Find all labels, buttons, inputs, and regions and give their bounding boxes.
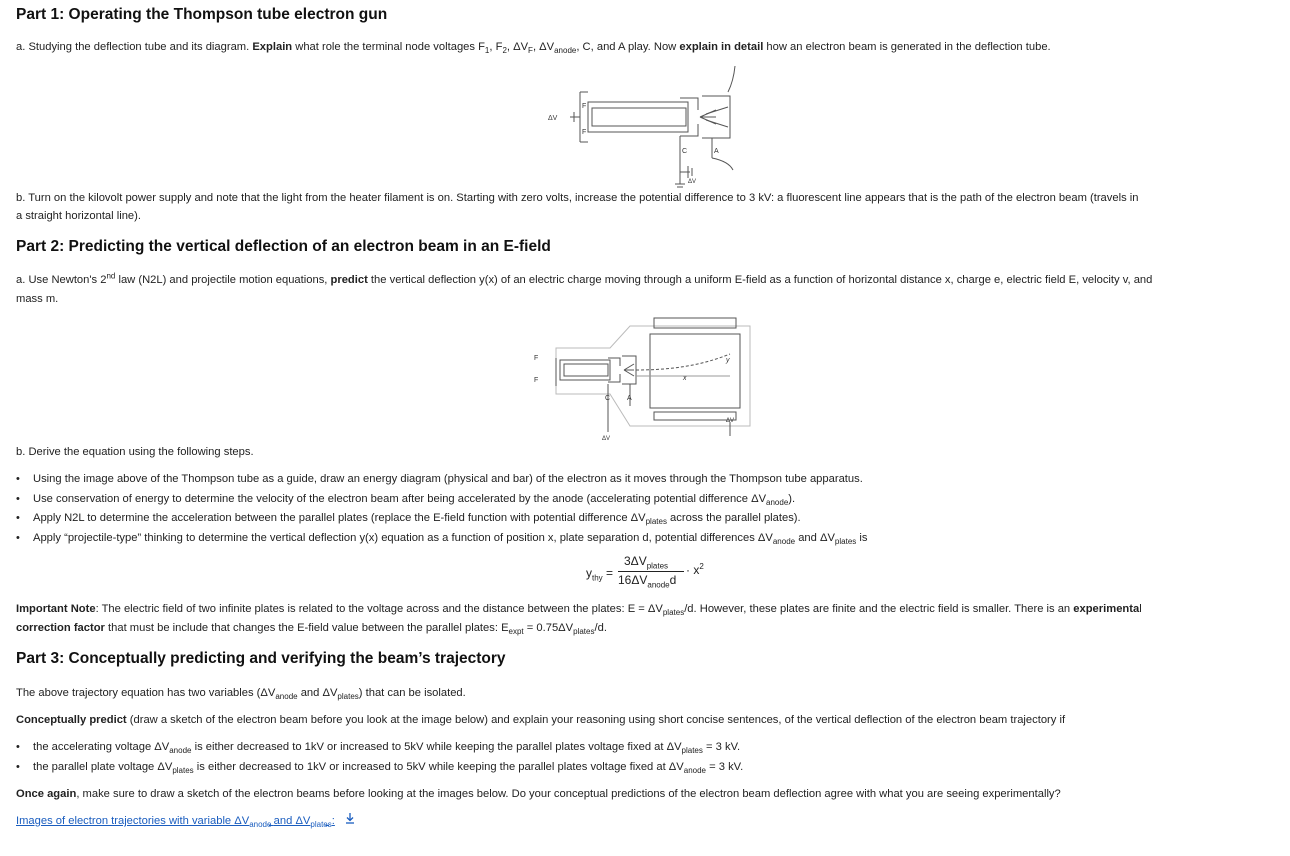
- deflection-equation: $y_{thy}$ = $3\Delta V_{plates}$ $16\Delta V_{anode}d$ · $x^2$: [586, 554, 704, 590]
- label2-dvplates: ΔV: [726, 418, 735, 424]
- part2-bullet-2: • Use conservation of energy to determine the velocity of the electron beam after being accelerated by the anode (accelerating potential difference $\Delta V_{anode}$).: [16, 493, 796, 508]
- label2-c: C: [605, 395, 611, 402]
- label2-a: A: [627, 395, 632, 402]
- label2-y: y: [726, 357, 730, 364]
- part3-title: Part 3: Conceptually predicting and verifying the beam’s trajectory: [16, 650, 506, 667]
- part2-a-line1: a. Use Newton's 2nd law (N2L) and projectile motion equations, predict the vertical deflection y(x) of an electric charge moving through a uniform E-field as a function of horizontal distance x, charge e, electric field E, velocity v, and: [16, 271, 1153, 286]
- part3-intro: The above trajectory equation has two variables ($\Delta V_{anode}$ and $\Delta V_{plates}$) that can be isolated.: [16, 687, 466, 702]
- label2-f2: F: [534, 377, 539, 384]
- label-dvanode: ΔV: [688, 179, 697, 185]
- electron-gun-diagram: [540, 62, 800, 190]
- part2-a-line2: mass m.: [16, 293, 59, 305]
- part1-b-line2: a straight horizontal line).: [16, 210, 141, 222]
- part1-b-line1: b. Turn on the kilovolt power supply and note that the light from the heater filament is on. Starting with zero volts, increase the potential difference to 3 kV: a fluorescent line appears that is the path of the electron beam (travels in: [16, 192, 1139, 204]
- part1-title: Part 1: Operating the Thompson tube electron gun: [16, 6, 388, 23]
- part2-bullet-1: • Using the image above of the Thompson tube as a guide, draw an energy diagram (physical and bar) of the electron as it moves through the Thompson tube apparatus.: [16, 473, 863, 485]
- label-a: A: [714, 148, 719, 155]
- thompson-tube-diagram: [530, 314, 770, 444]
- important-note-line1: Important Note: The electric field of two infinite plates is related to the voltage across and the distance between the plates: $E = \Delta V_{plates}/d$. However, these plates are finite and the electric field is smaller. There is an experimental: [16, 603, 1142, 618]
- trajectory-images-link[interactable]: Images of electron trajectories with variable $\Delta V_{anode}$ and $\Delta V_{plates}$:: [16, 815, 335, 830]
- part1-a-text: a. Studying the deflection tube and its diagram. Explain what role the terminal node voltages $F_1$, $F_2$, $\Delta V_F$, $\Delta V_{anode}$, C, and A play. Now explain in detail how an electron beam is generated in the deflection tube.: [16, 41, 1051, 56]
- label2-dvanode: ΔV: [602, 436, 611, 442]
- part2-bullet-3: • Apply N2L to determine the acceleration between the parallel plates (replace the E-field function with potential difference $\Delta V_{plates}$ across the parallel plates).: [16, 512, 801, 527]
- part3-bullet-2: • the parallel plate voltage $\Delta V_{plates}$ is either decreased to 1kV or increased to 5kV while keeping the parallel plates voltage fixed at $\Delta V_{anode} = 3$ kV.: [16, 761, 744, 776]
- label-f2: F: [582, 129, 587, 136]
- label-dvf: ΔV: [548, 115, 558, 122]
- important-note-line2: correction factor that must be include that changes the E-field value between the parallel plates: $E_{expt} = 0.75\Delta V_{plates}/d$.: [16, 622, 607, 637]
- trajectory-images-link-row: [16, 812, 1274, 830]
- part2-title: Part 2: Predicting the vertical deflection of an electron beam in an E-field: [16, 238, 551, 255]
- label-c: C: [682, 148, 688, 155]
- part3-again: Once again, make sure to draw a sketch of the electron beams before looking at the images below. Do your conceptual predictions of the electron beam deflection agree with what you are seeing experimentally?: [16, 788, 1061, 800]
- part3-bullet-1: • the accelerating voltage $\Delta V_{anode}$ is either decreased to 1kV or increased to 5kV while keeping the parallel plates voltage fixed at $\Delta V_{plates} = 3$ kV.: [16, 741, 741, 756]
- label2-f1: F: [534, 355, 539, 362]
- part2-bullet-4: • Apply “projectile-type” thinking to determine the vertical deflection y(x) equation as a function of position x, plate separation d, potential differences $\Delta V_{anode}$ and $\Delta V_{plates}$ is: [16, 532, 868, 547]
- label2-x: x: [683, 375, 687, 382]
- part2-b-intro: b. Derive the equation using the following steps.: [16, 446, 254, 458]
- download-icon[interactable]: [344, 812, 356, 830]
- label-f1: F: [582, 103, 587, 110]
- part3-predict: Conceptually predict (draw a sketch of the electron beam before you look at the image below) and explain your reasoning using short concise sentences, of the vertical deflection of the electron beam trajectory if: [16, 714, 1066, 726]
